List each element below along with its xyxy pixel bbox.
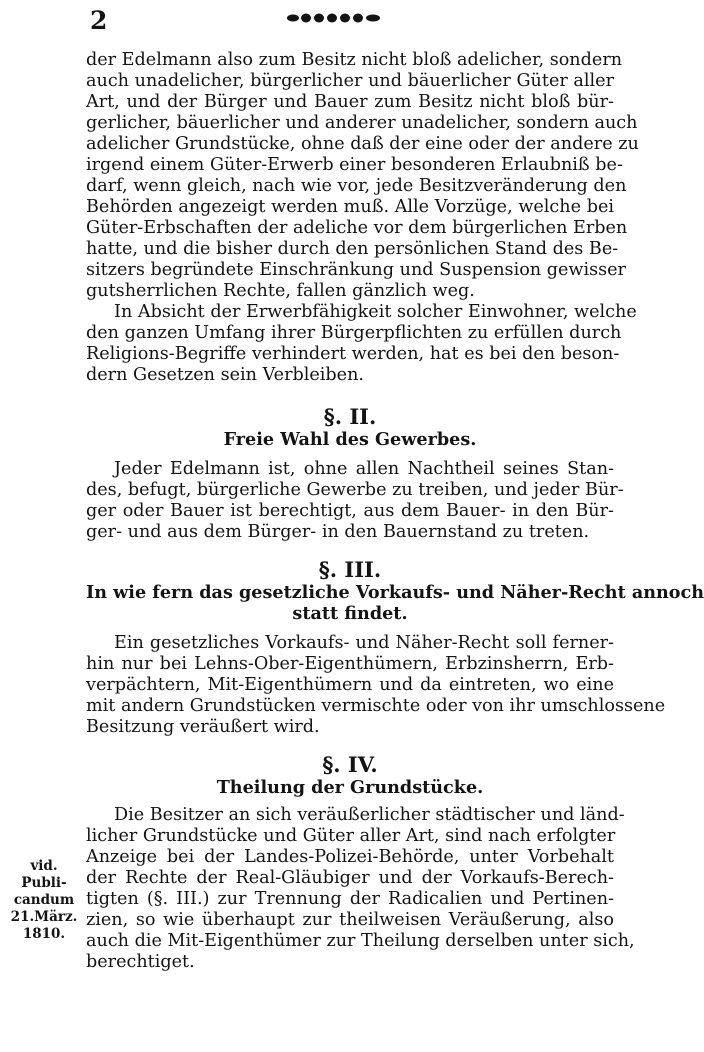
text-line: In Absicht der Erwerbfähigkeit solcher Einwohner, welche (114, 302, 637, 322)
section-heading: §. II. (323, 404, 377, 429)
text-line: dern Gesetzen sein Verbleiben. (86, 365, 365, 385)
text-line: Ein gesetzliches Vorkaufs- und Näher-Recht soll ferner- (114, 633, 614, 653)
margin-note-line: 21.März. (10, 909, 78, 925)
title-line: Freie Wahl des Gewerbes. (223, 429, 477, 450)
text-line: ger oder Bauer ist berechtigt, aus dem Bauer- in den Bür- (86, 501, 614, 521)
section-4 (86, 752, 635, 973)
text-line: hatte, und die bisher durch den persönlichen Stand des Be- (86, 239, 619, 259)
section-3 (86, 557, 704, 738)
text-line: Besitzung veräußert wird. (86, 717, 320, 737)
text-line: adelicher Grundstücke, ohne daß der eine oder der andere zu (86, 134, 639, 154)
text-line: darf, wenn gleich, nach wie vor, jede Besitzveränderung den (86, 176, 627, 196)
text-line: berechtiget. (86, 952, 195, 972)
text-line: hin nur bei Lehns-Ober-Eigenthümern, Erbzinsherrn, Erb- (86, 654, 614, 674)
header-ornament-icon (286, 11, 382, 25)
text-line: tigten (§. III.) zur Trennung der Radicalien und Pertinen- (86, 889, 614, 909)
margin-note (6, 858, 82, 943)
text-line: mit andern Grundstücken vermischte oder von ihr umschlossene (86, 696, 666, 716)
text-line: den ganzen Umfang ihrer Bürgerpflichten zu erfüllen durch (86, 323, 622, 343)
text-line: licher Grundstücke und Güter aller Art, sind nach erfolgter (86, 826, 616, 846)
title-line: statt findet. (292, 603, 408, 624)
text-line: Güter-Erbschaften der adeliche vor dem bürgerlichen Erben (86, 218, 628, 238)
section-heading: §. IV. (322, 752, 378, 777)
text-line: verpächtern, Mit-Eigenthümern und da eintreten, wo eine (86, 675, 614, 695)
text-line: Religions-Begriffe verhindert werden, hat es bei den beson- (86, 344, 620, 364)
text-line: ger- und aus dem Bürger- in den Bauernstand zu treten. (86, 522, 590, 542)
text-line: Behörden angezeigt werden muß. Alle Vorzüge, welche bei (86, 197, 614, 217)
section-paragraph (86, 633, 666, 738)
text-line: Anzeige bei der Landes-Polizei-Behörde, unter Vorbehalt (86, 847, 614, 867)
text-line: sitzers begründete Einschränkung und Suspension gewisser (86, 260, 626, 280)
text-line: auch die Mit-Eigenthümer zur Theilung derselben unter sich, (86, 931, 635, 951)
section-title (86, 777, 614, 798)
margin-note-line: vid. (30, 858, 58, 874)
section-paragraph (86, 459, 624, 543)
section-title (86, 429, 614, 450)
title-line: Theilung der Grundstücke. (216, 777, 484, 798)
section-title (86, 582, 704, 624)
page-number: 2 (90, 6, 108, 35)
intro-paragraph-2 (86, 302, 637, 386)
section-heading: §. III. (318, 557, 382, 582)
text-line: Jeder Edelmann ist, ohne allen Nachtheil seines Stan- (114, 459, 614, 479)
section-2 (86, 404, 624, 543)
section-paragraph (86, 805, 635, 973)
text-line: gerlicher, bäuerlicher und anderer unadelicher, sondern auch (86, 113, 638, 133)
text-line: irgend einem Güter-Erwerb einer besonderen Erlaubniß be- (86, 155, 623, 175)
text-line: gutsherrlichen Rechte, fallen gänzlich weg. (86, 281, 475, 301)
text-line: zien, so wie überhaupt zur theilweisen Veräußerung, also (86, 910, 614, 930)
margin-note-line: 1810. (22, 926, 66, 942)
text-line: Die Besitzer an sich veräußerlicher städtischer und länd- (114, 805, 625, 825)
margin-note-line: Publi- (21, 875, 67, 891)
main-text (86, 50, 704, 973)
intro-paragraph (86, 50, 639, 302)
text-line: des, befugt, bürgerliche Gewerbe zu treiben, und jeder Bür- (86, 480, 624, 500)
margin-note-line: candum (13, 892, 75, 908)
text-line: der Edelmann also zum Besitz nicht bloß adelicher, sondern (86, 50, 623, 70)
title-line: In wie fern das gesetzliche Vorkaufs- und Näher-Recht annoch (86, 582, 704, 603)
text-line: auch unadelicher, bürgerlicher und bäuerlicher Güter aller (86, 71, 614, 91)
text-line: Art, und der Bürger und Bauer zum Besitz nicht bloß bür- (86, 92, 614, 112)
text-line: der Rechte der Real-Gläubiger und der Vorkaufs-Berech- (86, 868, 614, 888)
